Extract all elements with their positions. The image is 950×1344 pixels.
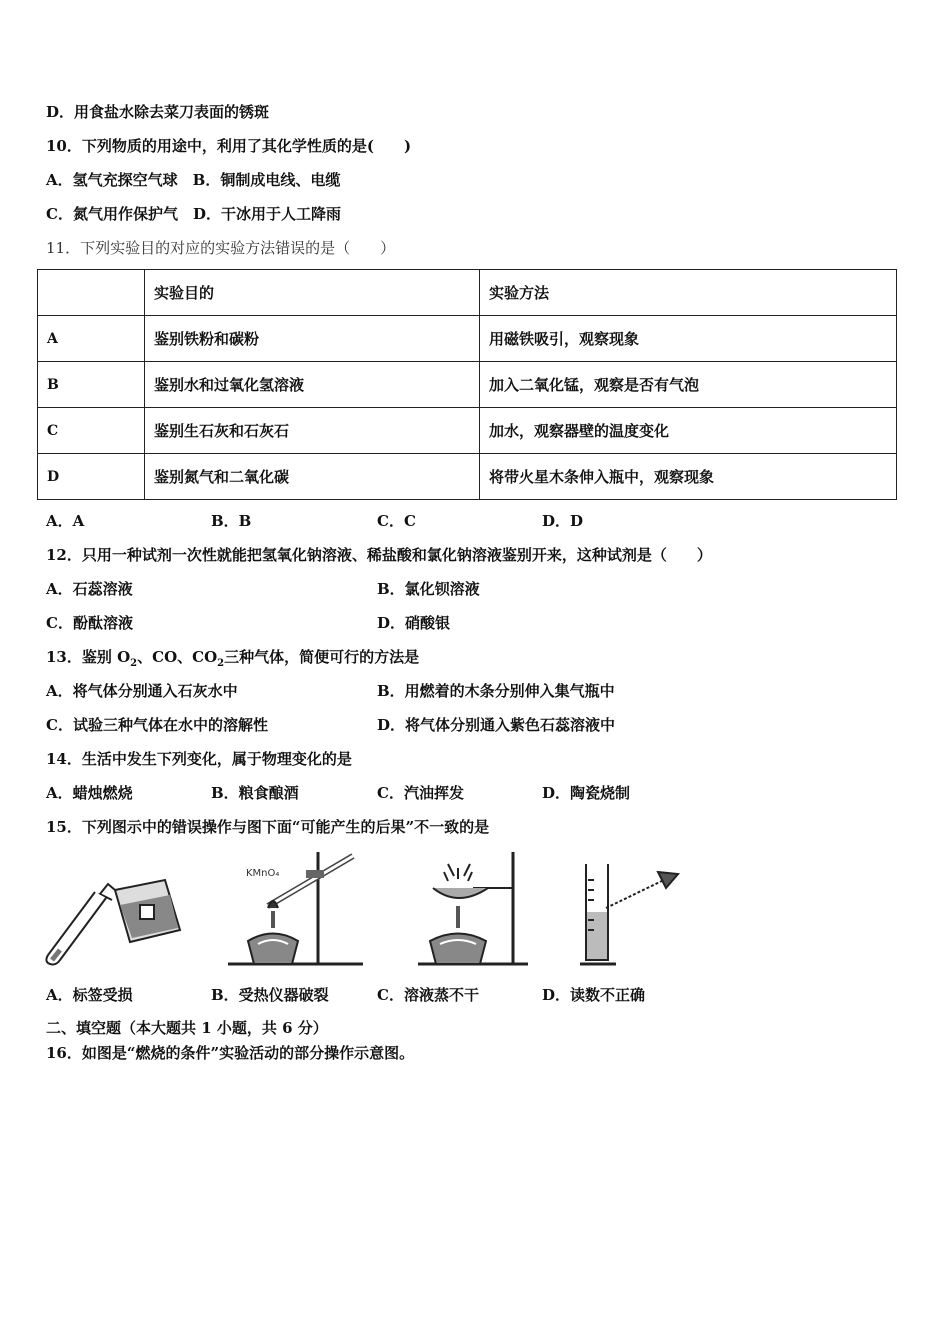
figure-d-cylinder [578, 860, 688, 972]
table-cell: 鉴别生石灰和石灰石 [145, 408, 480, 454]
q13-stem-mid: 、CO、CO [137, 648, 218, 666]
q11-option-b: B．B [211, 512, 252, 530]
q15-option-c: C．溶液蒸不干 [377, 986, 479, 1004]
q12-option-d: D．硝酸银 [377, 614, 451, 632]
q12-option-a: A．石蕊溶液 [46, 580, 133, 598]
q13-stem-prefix: 13．鉴别 O [46, 648, 131, 666]
table-row [38, 362, 897, 408]
table-cell: B [38, 362, 145, 408]
figure-a-pouring [40, 860, 190, 970]
q10-options-row1: A．氢气充探空气球 B．铜制成电线、电缆 [46, 171, 341, 189]
q11-option-d: D．D [542, 512, 584, 530]
q12-option-c: C．酚酞溶液 [46, 614, 133, 632]
table-header-row [38, 270, 897, 316]
q12-option-b: B．氯化钡溶液 [377, 580, 480, 598]
table-row [38, 408, 897, 454]
q13-option-a: A．将气体分别通入石灰水中 [46, 682, 238, 700]
table-cell: A [38, 316, 145, 362]
q9-option-d: D．用食盐水除去菜刀表面的锈斑 [46, 103, 270, 121]
table-cell: 加水，观察器壁的温度变化 [480, 408, 897, 454]
q14-option-b: B．粮食酿酒 [211, 784, 299, 802]
q13-option-b: B．用燃着的木条分别伸入集气瓶中 [377, 682, 615, 700]
q12-stem: 12．只用一种试剂一次性就能把氢氧化钠溶液、稀盐酸和氯化钠溶液鉴别开来，这种试剂是（ ） [46, 546, 712, 564]
q13-option-d: D．将气体分别通入紫色石蕊溶液中 [377, 716, 616, 734]
table-cell: 鉴别铁粉和碳粉 [145, 316, 480, 362]
q11-option-c: C．C [377, 512, 416, 530]
figure-c-evaporation [418, 846, 538, 971]
q14-option-c: C．汽油挥发 [377, 784, 464, 802]
table-cell: C [38, 408, 145, 454]
q10-options-row2: C．氮气用作保护气 D．干冰用于人工降雨 [46, 205, 341, 223]
table-cell: 用磁铁吸引，观察现象 [480, 316, 897, 362]
table-cell: 鉴别氮气和二氧化碳 [145, 454, 480, 500]
figure-b-heating-tube [228, 846, 368, 971]
table-header-cell [38, 270, 145, 316]
q11-stem: 11．下列实验目的对应的实验方法错误的是（ ） [46, 239, 396, 257]
q13-stem [46, 647, 419, 674]
table-cell: D [38, 454, 145, 500]
q13-option-c: C．试验三种气体在水中的溶解性 [46, 716, 268, 734]
q15-stem: 15．下列图示中的错误操作与图下面“可能产生的后果”不一致的是 [46, 818, 490, 836]
q15-option-a: A．标签受损 [46, 986, 133, 1004]
table-cell: 将带火星木条伸入瓶中，观察现象 [480, 454, 897, 500]
q14-option-a: A．蜡烛燃烧 [46, 784, 133, 802]
q14-option-d: D．陶瓷烧制 [542, 784, 631, 802]
table-cell: 鉴别水和过氧化氢溶液 [145, 362, 480, 408]
q16-stem: 16．如图是“燃烧的条件”实验活动的部分操作示意图。 [46, 1044, 415, 1062]
subscript: 2 [130, 658, 138, 669]
q15-option-d: D．读数不正确 [542, 986, 646, 1004]
subscript: 2 [217, 658, 225, 669]
q14-stem: 14．生活中发生下列变化，属于物理变化的是 [46, 750, 352, 768]
figure-b-label: KMnO₄ [246, 868, 280, 879]
q11-table [37, 269, 897, 500]
table-row [38, 316, 897, 362]
q11-option-a: A．A [46, 512, 85, 530]
table-header-cell: 实验目的 [145, 270, 480, 316]
q13-stem-suffix: 三种气体，简便可行的方法是 [224, 648, 420, 666]
table-cell: 加入二氧化锰，观察是否有气泡 [480, 362, 897, 408]
table-row [38, 454, 897, 500]
table-header-cell: 实验方法 [480, 270, 897, 316]
section2-title: 二、填空题（本大题共 1 小题，共 6 分） [46, 1019, 328, 1037]
q15-option-b: B．受热仪器破裂 [211, 986, 329, 1004]
q10-stem: 10．下列物质的用途中，利用了其化学性质的是( ) [46, 137, 412, 155]
